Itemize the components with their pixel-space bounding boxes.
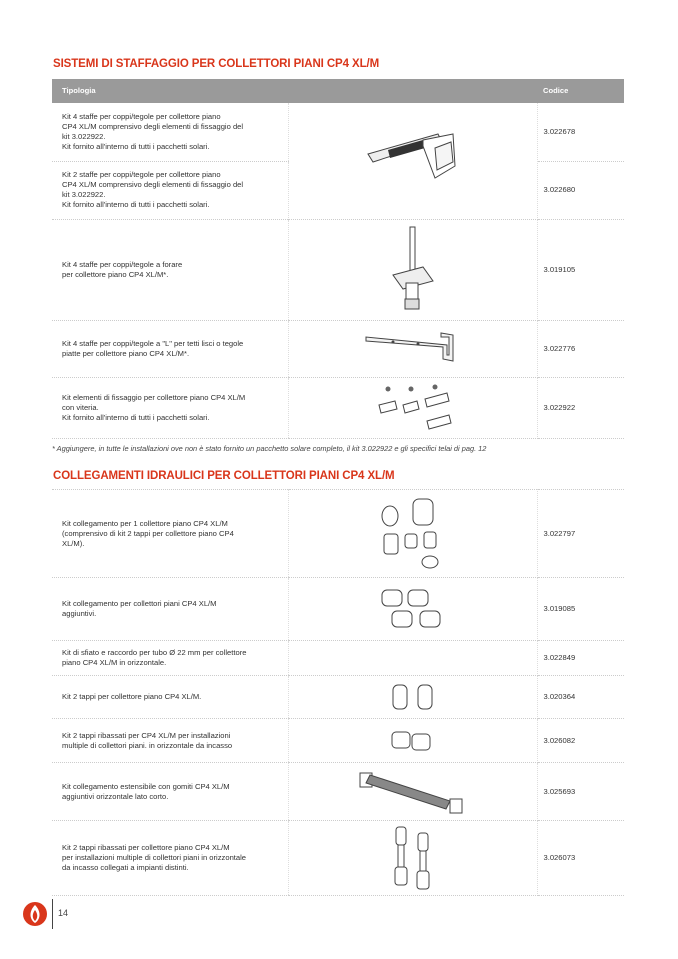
row-code: 3.019085 [537, 578, 624, 641]
mounting-table [52, 79, 624, 439]
row-code: 3.022678 [537, 103, 624, 161]
row-code: 3.026073 [537, 821, 624, 896]
row-code: 3.022680 [537, 161, 624, 219]
row-description: Kit collegamento estensibile con gomiti CP4 XL/M aggiuntivi orizzontale lato corto. [52, 763, 288, 821]
row-code: 3.022797 [537, 490, 624, 578]
brand-logo-icon [22, 901, 48, 927]
row-description: Kit 4 staffe per coppi/tegole a "L" per tetti lisci o tegole piatte per collettore piano CP4 XL/M*. [52, 320, 288, 377]
table-row [52, 719, 624, 763]
section-title-mounting: SISTEMI DI STAFFAGGIO PER COLLETTORI PIANI CP4 XL/M [53, 58, 380, 70]
row-description: Kit collegamento per 1 collettore piano CP4 XL/M (comprensivo di kit 2 tappi per collettore piano CP4 XL/M). [52, 490, 288, 578]
header-code: Codice [537, 79, 624, 103]
row-code: 3.019105 [537, 219, 624, 320]
row-description: Kit 2 tappi per collettore piano CP4 XL/M. [52, 676, 288, 719]
row-code: 3.022922 [537, 377, 624, 438]
row-code: 3.022849 [537, 641, 624, 676]
low-caps-image [288, 719, 537, 763]
table-row [52, 821, 624, 896]
page-number: 14 [58, 908, 69, 918]
footer-divider [52, 899, 53, 929]
row-code: 3.026082 [537, 719, 624, 763]
hydraulic-table [52, 489, 624, 896]
row-description: Kit 2 staffe per coppi/tegole per collettore piano CP4 XL/M comprensivo degli elementi di fissaggio del kit 3.022922. Kit fornito all'interno di tutti i pacchetti solari. [52, 161, 288, 219]
fixing-kit-image [288, 377, 537, 438]
table-row [52, 578, 624, 641]
flexible-connection-image [288, 763, 537, 821]
table-row [52, 103, 624, 161]
table-row [52, 320, 624, 377]
additional-connection-image [288, 578, 537, 641]
table-row [52, 763, 624, 821]
table-row [52, 641, 624, 676]
row-description: Kit 2 tappi ribassati per collettore piano CP4 XL/M per installazioni multiple di collettori piani in orizzontale da incasso collegati a impianti distinti. [52, 821, 288, 896]
section-title-hydraulic: COLLEGAMENTI IDRAULICI PER COLLETTORI PIANI CP4 XL/M [53, 470, 395, 482]
table-header [52, 79, 624, 103]
bracket-image [288, 103, 537, 219]
row-code: 3.020364 [537, 676, 624, 719]
table-row [52, 219, 624, 320]
row-code: 3.022776 [537, 320, 624, 377]
row-description: Kit elementi di fissaggio per collettore piano CP4 XL/M con viteria. Kit fornito all'interno di tutti i pacchetti solari. [52, 377, 288, 438]
caps-image [288, 676, 537, 719]
l-bracket-image [288, 320, 537, 377]
row-description: Kit di sfiato e raccordo per tubo Ø 22 mm per collettore piano CP4 XL/M in orizzontale. [52, 641, 288, 676]
low-caps-distinct-image [288, 821, 537, 896]
row-description: Kit 4 staffe per coppi/tegole a forare per collettore piano CP4 XL/M*. [52, 219, 288, 320]
connection-kit-image [288, 490, 537, 578]
footnote: * Aggiungere, in tutte le installazioni ove non è stato fornito un pacchetto solare completo, il kit 3.022922 e gli specifici telai di pag. 12 [52, 444, 487, 453]
drill-bracket-image [288, 219, 537, 320]
row-code: 3.025693 [537, 763, 624, 821]
table-row [52, 377, 624, 438]
table-row [52, 676, 624, 719]
row-description: Kit 4 staffe per coppi/tegole per collettore piano CP4 XL/M comprensivo degli elementi di fissaggio del kit 3.022922. Kit fornito all'interno di tutti i pacchetti solari. [52, 103, 288, 161]
row-description: Kit 2 tappi ribassati per CP4 XL/M per installazioni multiple di collettori piani. in orizzontale da incasso [52, 719, 288, 763]
table-row [52, 490, 624, 578]
row-description: Kit collegamento per collettori piani CP4 XL/M aggiuntivi. [52, 578, 288, 641]
header-type: Tipologia [52, 79, 288, 103]
